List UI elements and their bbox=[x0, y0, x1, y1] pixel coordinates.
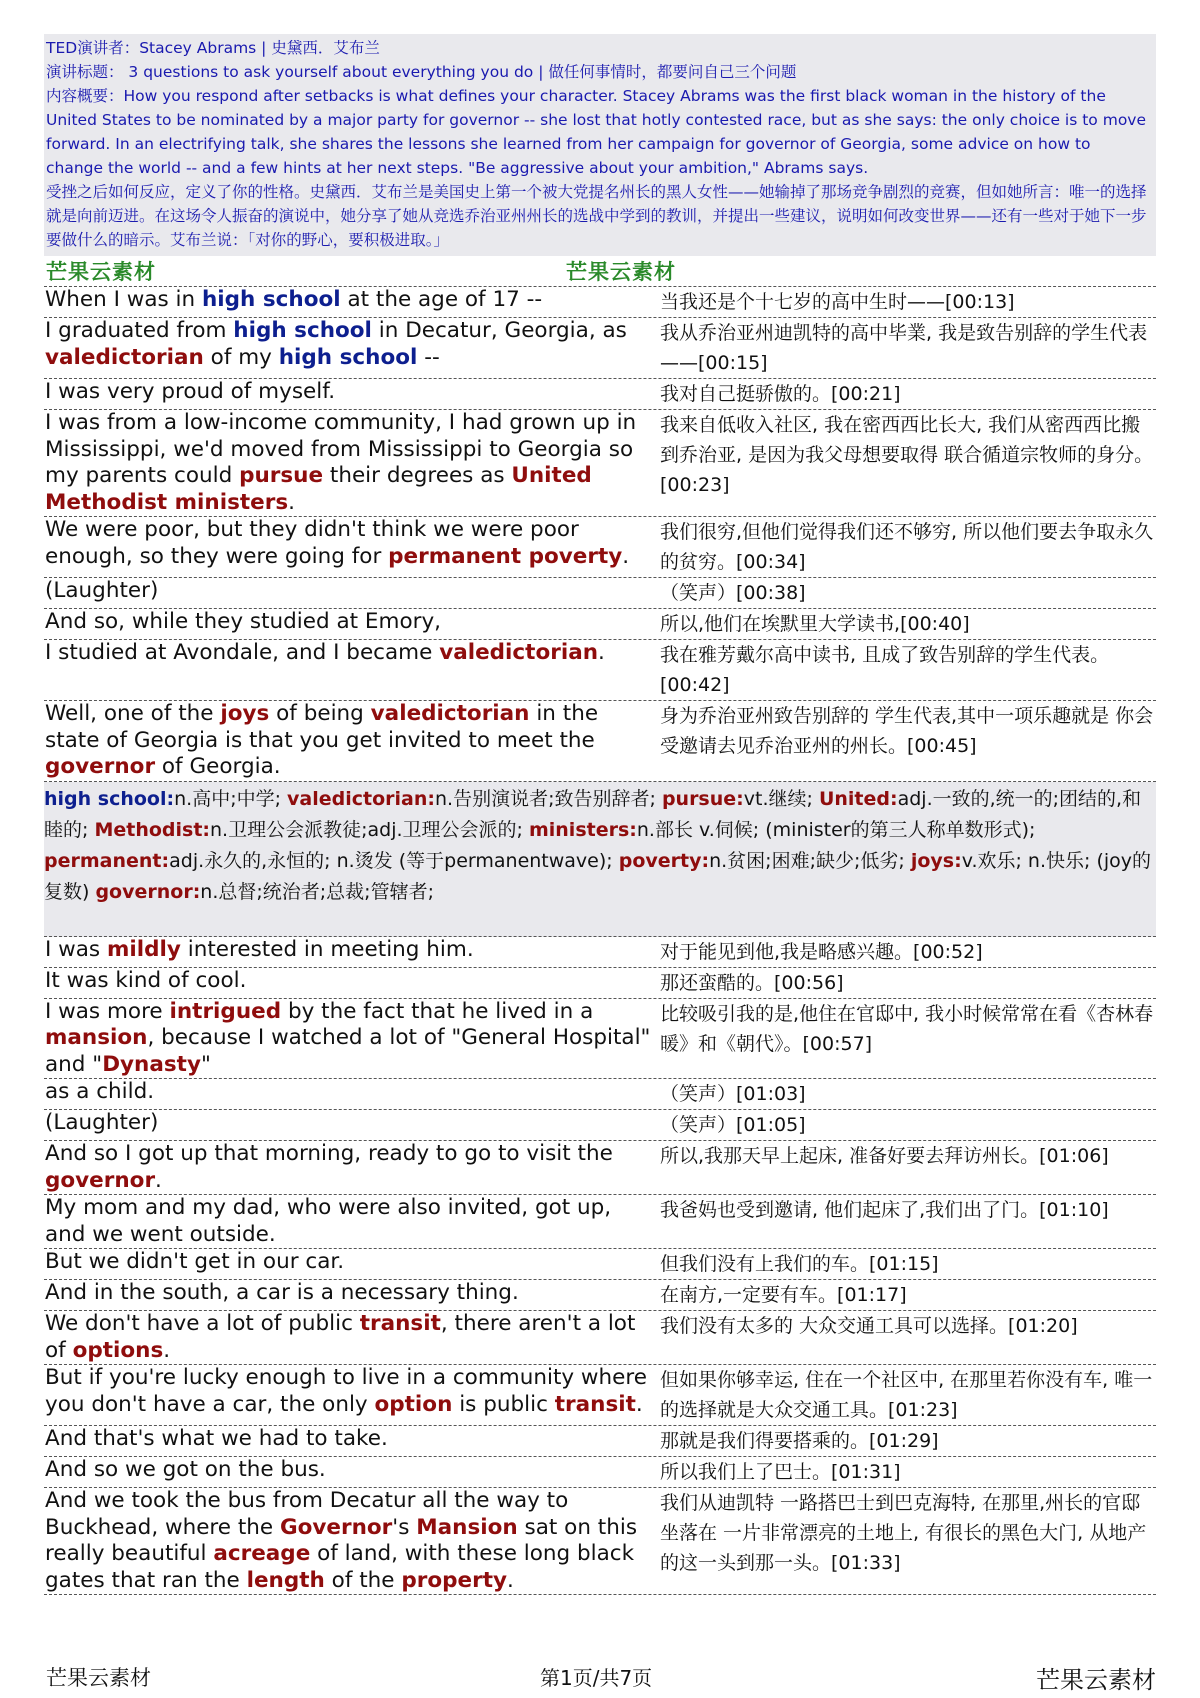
sentence-text: (Laughter) bbox=[45, 1110, 159, 1135]
keyword: valedictorian bbox=[45, 344, 204, 370]
sentence-text: But we didn't get in our car. bbox=[45, 1249, 345, 1274]
page-number: 第1页/共7页 bbox=[540, 1666, 653, 1690]
keyword: mildly bbox=[106, 936, 181, 962]
sentence-text: And that's what we had to take. bbox=[45, 1426, 388, 1451]
sentence-text: And so we got on the bus. bbox=[45, 1457, 326, 1482]
english-sentence bbox=[44, 1195, 656, 1248]
english-sentence bbox=[44, 701, 656, 781]
vocab-definition: n.总督;统治者;总裁;管辖者; bbox=[200, 880, 434, 903]
sentence-text: interested in meeting him. bbox=[180, 936, 474, 962]
speaker-line: TED演讲者：Stacey Abrams | 史黛西．艾布兰 bbox=[46, 39, 380, 57]
chinese-translation: 我在雅芳戴尔高中读书, 且成了致告别辞的学生代表。[00:42] bbox=[660, 644, 1110, 696]
footer-watermark-right: 芒果云素材 bbox=[1036, 1666, 1156, 1694]
sentence-text: . bbox=[598, 640, 605, 665]
summary-en: 内容概要：How you respond after setbacks is what defines your character. Stacey Abrams was the first black woman in the history of the United States to be nominated by a major party for governor -- she lost that hotly contested race, but as she says: the only choice is to move forward. In an electrifying talk, she shares the lessons she learned from her campaign for governor of Georgia, some advice on how to change the world -- and a few hints at her next steps. "Be aggressive about your ambition," Abrams says. bbox=[46, 87, 1147, 177]
transcript-row bbox=[44, 1079, 1156, 1110]
vocab-term: ministers: bbox=[528, 818, 637, 841]
keyword: valedictorian bbox=[439, 640, 599, 665]
keyword: intrigued bbox=[169, 998, 282, 1024]
transcript-row bbox=[44, 1365, 1156, 1426]
english-sentence bbox=[44, 379, 656, 409]
vocab-definition: adj.一致的,统一的;团结的,和睦的; bbox=[44, 787, 1142, 841]
transcript-row bbox=[44, 1141, 1156, 1195]
vocab-definition: n.高中;中学; bbox=[174, 787, 288, 810]
summary-zh: 受挫之后如何反应，定义了你的性格。史黛西．艾布兰是美国史上第一个被大党提名州长的黑人女性——她输掉了那场竞争剧烈的竞赛，但如她所言：唯一的选择就是向前迈进。在这场令人振奋的演说中，她分享了她从竞选乔治亚州州长的选战中学到的教训，并提出一些建议，说明如何改变世界——还有一些对于她下一步要做什么的暗示。艾布兰说：「对你的野心，要积极进取。」 bbox=[46, 183, 1147, 249]
sentence-text: , there aren't a lot of bbox=[45, 1311, 636, 1363]
chinese-translation: 那还蛮酷的。[00:56] bbox=[660, 971, 844, 994]
sentence-text: -- bbox=[417, 344, 440, 370]
sentence-text: But if you're lucky enough to live in a community where you don't have a car, the only bbox=[45, 1365, 647, 1417]
chinese-translation: （笑声）[00:38] bbox=[660, 582, 806, 604]
transcript-row bbox=[44, 968, 1156, 999]
sentence-text: in Decatur, Georgia, as bbox=[371, 318, 627, 343]
vocabulary-box bbox=[44, 782, 1156, 937]
chinese-translation: 我从乔治亚州迪凯特的高中毕業, 我是致告别辞的学生代表——[00:15] bbox=[660, 322, 1148, 374]
english-sentence bbox=[44, 1079, 656, 1109]
sentence-text: . bbox=[622, 543, 630, 569]
sentence-text: And we took the bus from Decatur all the way to Buckhead, where the bbox=[45, 1488, 569, 1540]
chinese-translation: 当我还是个十七岁的高中生时——[00:13] bbox=[660, 291, 1015, 313]
transcript-row bbox=[44, 1311, 1156, 1365]
transcript-row bbox=[44, 701, 1156, 782]
english-sentence bbox=[44, 1141, 656, 1194]
chinese-translation: 我来自低收入社区, 我在密西西比长大, 我们从密西西比搬到乔治亚, 是因为我父母想要取得 联合循道宗牧师的身分。[00:23] bbox=[660, 414, 1154, 496]
transcript-row bbox=[44, 1280, 1156, 1311]
keyword: Dynasty bbox=[102, 1051, 201, 1077]
transcript-row bbox=[44, 517, 1156, 578]
chinese-translation: 我对自己挺骄傲的。[00:21] bbox=[660, 383, 901, 405]
chinese-translation: 我们很穷,但他们觉得我们还不够穷, 所以他们要去争取永久的贫穷。[00:34] bbox=[660, 521, 1154, 573]
english-sentence bbox=[44, 287, 656, 317]
vocab-term: Methodist: bbox=[94, 818, 211, 841]
english-sentence bbox=[44, 609, 656, 639]
vocab-definition: n.卫理公会派教徒;adj.卫理公会派的; bbox=[210, 818, 529, 841]
sentence-text: And so I got up that morning, ready to go to visit the bbox=[45, 1141, 613, 1166]
chinese-translation: （笑声）[01:05] bbox=[660, 1114, 806, 1136]
keyword: length bbox=[246, 1567, 325, 1593]
vocab-term: governor: bbox=[95, 880, 201, 903]
sentence-text: by the fact that he lived in a bbox=[281, 998, 594, 1024]
sentence-text: I was bbox=[45, 936, 107, 962]
chinese-translation: 所以,我那天早上起床, 准备好要去拜访州长。[01:06] bbox=[660, 1145, 1109, 1167]
english-sentence bbox=[44, 1426, 656, 1456]
sentence-text: their degrees as bbox=[323, 463, 512, 488]
transcript-row bbox=[44, 1488, 1156, 1595]
chinese-translation: 对于能见到他,我是略感兴趣。[00:52] bbox=[660, 940, 983, 963]
english-sentence bbox=[44, 410, 656, 516]
sentence-text: When I was in bbox=[45, 287, 202, 312]
keyword: transit bbox=[359, 1311, 441, 1336]
chinese-translation: 我爸妈也受到邀请, 他们起床了,我们出了门。[01:10] bbox=[660, 1199, 1109, 1221]
sentence-text: I was more bbox=[45, 998, 170, 1024]
transcript-row bbox=[44, 640, 1156, 701]
watermark-row bbox=[44, 256, 1156, 287]
chinese-translation: （笑声）[01:03] bbox=[660, 1083, 806, 1105]
sentence-text: as a child. bbox=[45, 1079, 155, 1104]
sentence-text: It was kind of cool. bbox=[45, 967, 247, 993]
keyword: acreage bbox=[213, 1541, 311, 1566]
chinese-translation: 比较吸引我的是,他住在官邸中, 我小时候常常在看《杏林春暖》和《朝代》。[00:57] bbox=[660, 1002, 1154, 1055]
sentence-text: . bbox=[163, 1337, 171, 1363]
page-footer bbox=[44, 1660, 1156, 1694]
vocab-term: permanent: bbox=[44, 849, 170, 872]
english-sentence bbox=[44, 1488, 656, 1594]
vocab-definition: adj.永久的,永恒的; n.烫发 (等于permanentwave); bbox=[169, 849, 619, 872]
english-sentence bbox=[44, 1110, 656, 1140]
english-sentence bbox=[44, 1457, 656, 1487]
vocab-definition: n.告别演说者;致告别辞者; bbox=[435, 787, 662, 810]
chinese-translation: 我们没有太多的 大众交通工具可以选择。[01:20] bbox=[660, 1315, 1078, 1337]
sentence-text: We were poor, but they didn't think we were poor enough, so they were going for bbox=[45, 517, 579, 569]
sentence-text: I was very proud of myself. bbox=[45, 379, 336, 404]
english-sentence bbox=[44, 1280, 656, 1310]
sentence-text: is public bbox=[452, 1391, 555, 1417]
footer-watermark-left: 芒果云素材 bbox=[46, 1666, 151, 1690]
keyword: joys bbox=[220, 701, 270, 726]
talk-title-line: 演讲标题： 3 questions to ask yourself about everything you do | 做任何事情时，都要问自己三个问题 bbox=[46, 63, 797, 81]
english-sentence bbox=[44, 1311, 656, 1364]
vocab-definition: n.贫困;困难;缺少;低劣; bbox=[709, 849, 911, 872]
english-sentence bbox=[44, 937, 656, 967]
english-sentence bbox=[44, 999, 656, 1079]
keyword: pursue bbox=[239, 463, 324, 488]
sentence-text: . bbox=[635, 1391, 643, 1417]
chinese-translation: 所以,他们在埃默里大学读书,[00:40] bbox=[660, 613, 970, 635]
sentence-text: at the age of 17 -- bbox=[340, 287, 543, 312]
chinese-translation: 身为乔治亚州致告别辞的 学生代表,其中一项乐趣就是 你会受邀请去见乔治亚州的州长。[00:45] bbox=[660, 705, 1154, 757]
keyword: governor bbox=[45, 1167, 156, 1193]
keyword: high school bbox=[233, 318, 372, 343]
sentence-text: I was from a low-income community, I had grown up in Mississippi, we'd moved from Mississippi to Georgia so my parents could bbox=[45, 410, 637, 488]
keyword: high school bbox=[278, 344, 418, 370]
transcript-row bbox=[44, 578, 1156, 609]
sentence-text: . bbox=[507, 1567, 514, 1593]
sentence-text: My mom and my dad, who were also invited, got up, and we went outside. bbox=[45, 1195, 612, 1247]
english-sentence bbox=[44, 1249, 656, 1279]
sentence-text: in the state of Georgia is that you get invited to meet the bbox=[45, 701, 599, 753]
transcript-row bbox=[44, 1426, 1156, 1457]
sentence-text: sat on this really beautiful bbox=[45, 1514, 638, 1566]
english-sentence bbox=[44, 578, 656, 608]
chinese-translation: 但我们没有上我们的车。[01:15] bbox=[660, 1253, 939, 1275]
keyword: Mansion bbox=[416, 1514, 518, 1540]
transcript-row bbox=[44, 609, 1156, 640]
sentence-text: of Georgia. bbox=[155, 754, 281, 779]
transcript-row bbox=[44, 999, 1156, 1080]
keyword: high school bbox=[201, 287, 341, 312]
chinese-translation: 那就是我们得要搭乘的。[01:29] bbox=[660, 1430, 939, 1452]
keyword: United Methodist ministers bbox=[45, 463, 592, 515]
sentence-text: of the bbox=[324, 1567, 402, 1593]
transcript-row bbox=[44, 1457, 1156, 1488]
transcript-row bbox=[44, 287, 1156, 318]
sentence-text: And so, while they studied at Emory, bbox=[45, 609, 442, 634]
sentence-text: 's bbox=[392, 1514, 417, 1540]
vocab-term: poverty: bbox=[618, 849, 710, 872]
transcript-row bbox=[44, 318, 1156, 379]
keyword: Governor bbox=[279, 1514, 393, 1540]
sentence-text: Well, one of the bbox=[45, 701, 221, 726]
keyword: valedictorian bbox=[370, 701, 530, 726]
keyword: mansion bbox=[45, 1025, 148, 1050]
english-sentence bbox=[44, 318, 656, 378]
chinese-translation: 但如果你够幸运, 住在一个社区中, 在那里若你没有车, 唯一的选择就是大众交通工具。[01:23] bbox=[660, 1369, 1153, 1421]
sentence-text: We don't have a lot of public bbox=[45, 1311, 360, 1336]
keyword: permanent poverty bbox=[388, 543, 623, 569]
transcript-row bbox=[44, 410, 1156, 517]
sentence-text: I graduated from bbox=[45, 318, 234, 343]
talk-info-box bbox=[44, 34, 1156, 256]
sentence-text: of land, with these long black gates that ran the bbox=[45, 1541, 635, 1593]
sentence-text: of my bbox=[203, 344, 279, 370]
english-sentence bbox=[44, 517, 656, 577]
vocab-term: joys: bbox=[910, 849, 962, 872]
transcript-row bbox=[44, 1110, 1156, 1141]
keyword: governor bbox=[45, 754, 156, 779]
vocab-term: valedictorian: bbox=[287, 787, 435, 810]
chinese-translation: 我们从迪凯特 一路搭巴士到巴克海特, 在那里,州长的官邸坐落在 一片非常漂亮的土地上, 有很长的黑色大门, 从地产的这一头到那一头。[01:33] bbox=[660, 1492, 1147, 1574]
sentence-text: I studied at Avondale, and I became bbox=[45, 640, 440, 665]
sentence-text: " bbox=[200, 1051, 211, 1077]
chinese-translation: 在南方,一定要有车。[01:17] bbox=[660, 1284, 907, 1306]
keyword: option bbox=[374, 1391, 453, 1417]
keyword: options bbox=[72, 1337, 164, 1363]
sentence-text: (Laughter) bbox=[45, 578, 159, 603]
chinese-translation: 所以我们上了巴士。[01:31] bbox=[660, 1461, 901, 1483]
vocab-definition: v.欢乐; n.快乐; (joy的复数) bbox=[44, 849, 1152, 903]
sentence-text: , because I watched a lot of "General Hospital" and " bbox=[45, 1025, 651, 1077]
watermark-right: 芒果云素材 bbox=[566, 260, 676, 284]
transcript-row bbox=[44, 1249, 1156, 1280]
keyword: transit bbox=[554, 1391, 636, 1417]
watermark-left: 芒果云素材 bbox=[46, 260, 156, 284]
english-sentence bbox=[44, 968, 656, 998]
vocab-definition: vt.继续; bbox=[743, 787, 819, 810]
sentence-text: And in the south, a car is a necessary thing. bbox=[45, 1280, 519, 1305]
transcript-row bbox=[44, 1195, 1156, 1249]
transcript-section-1 bbox=[44, 287, 1156, 782]
document-page bbox=[44, 34, 1156, 1595]
keyword: property bbox=[401, 1567, 507, 1593]
sentence-text: . bbox=[288, 489, 295, 515]
transcript-section-2 bbox=[44, 937, 1156, 1596]
vocab-term: high school: bbox=[44, 787, 175, 810]
sentence-text: of being bbox=[269, 701, 371, 726]
sentence-text: . bbox=[155, 1167, 162, 1193]
transcript-row bbox=[44, 937, 1156, 968]
english-sentence bbox=[44, 640, 656, 700]
vocab-definition: n.部长 v.伺候; (minister的第三人称单数形式); bbox=[636, 818, 1036, 841]
transcript-row bbox=[44, 379, 1156, 410]
vocab-term: United: bbox=[818, 787, 898, 810]
vocab-term: pursue: bbox=[661, 787, 744, 810]
english-sentence bbox=[44, 1365, 656, 1425]
